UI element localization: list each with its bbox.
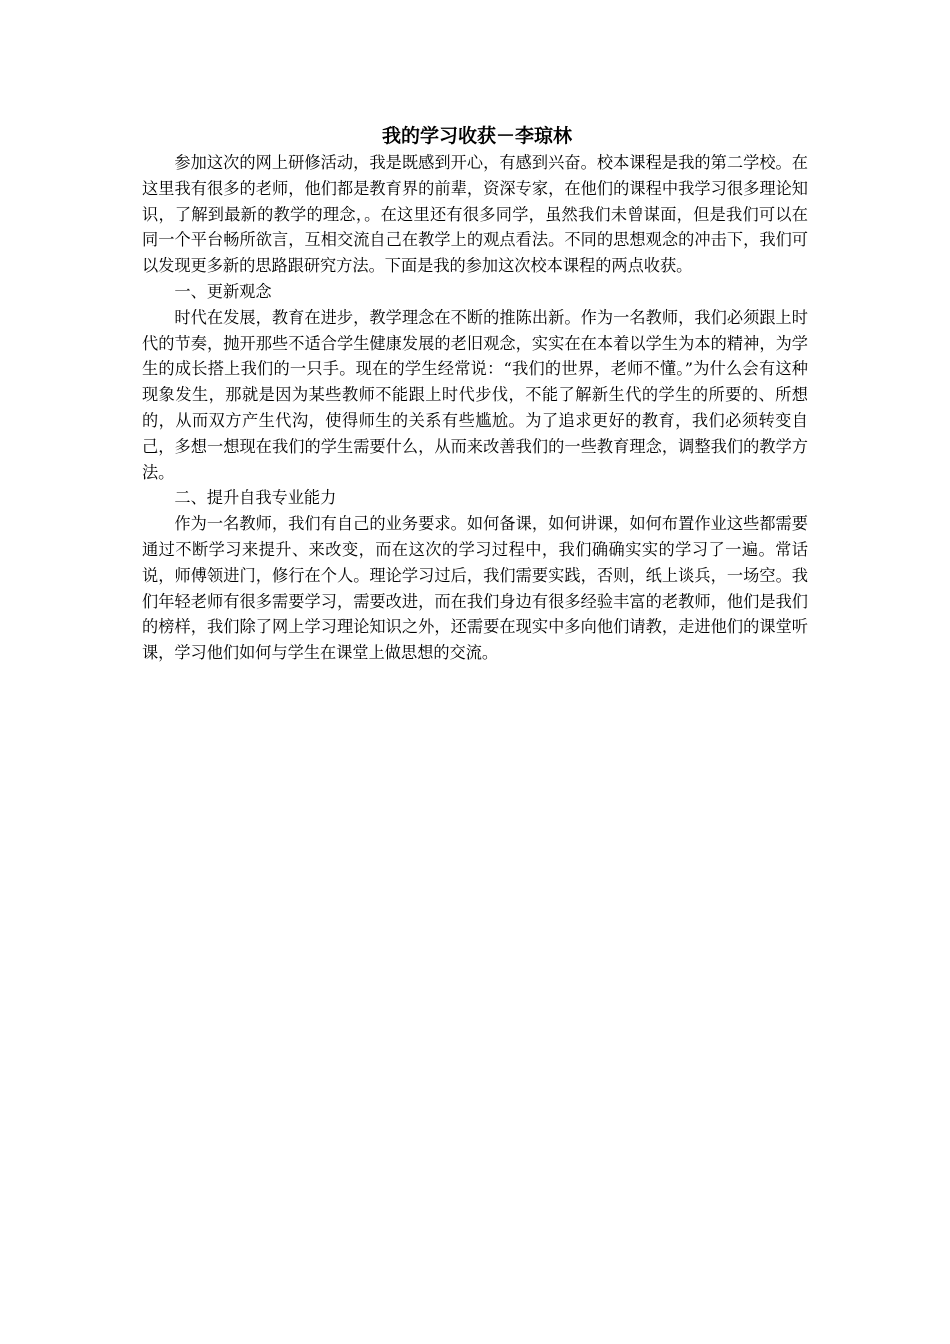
document-title: 我的学习收获－李琼林	[381, 125, 572, 147]
section-heading-professional-skills: 二、提升自我专业能力	[174, 488, 337, 508]
document-page	[142, 122, 808, 666]
section-heading-update-concepts: 一、更新观念	[174, 281, 272, 301]
section-body-professional-skills: 作为一名教师，我们有自己的业务要求。如何备课，如何讲课，如何布置作业这些都需要通过不断学习来提升、来改变，而在这次的学习过程中，我们确确实实的学习了一遍。常话说，师傅领进门，修行在个人。理论学习过后，我们需要实践，否则，纸上谈兵，一场空。我们年轻老师有很多需要学习，需要改进，而在我们身边有很多经验丰富的老教师，他们是我们的榜样，我们除了网上学习理论知识之外，还需要在现实中多向他们请教，走进他们的课堂听课，学习他们如何与学生在课堂上做思想的交流。	[142, 514, 808, 663]
section-body-update-concepts: 时代在发展，教育在进步，教学理念在不断的推陈出新。作为一名教师，我们必须跟上时代的节奏，抛开那些不适合学生健康发展的老旧观念，实实在在本着以学生为本的精神，为学生的成长搭上我们的一只手。现在的学生经常说：“我们的世界，老师不懂。”为什么会有这种现象发生，那就是因为某些教师不能跟上时代步伐，不能了解新生代的学生的所要的、所想的，从而双方产生代沟，使得师生的关系有些尴尬。为了追求更好的教育，我们必须转变自己，多想一想现在我们的学生需要什么，从而来改善我们的一些教育理念，调整我们的教学方法。	[142, 307, 808, 482]
intro-paragraph: 参加这次的网上研修活动，我是既感到开心，有感到兴奋。校本课程是我的第二学校。在这里我有很多的老师，他们都是教育界的前辈，资深专家，在他们的课程中我学习很多理论知识，了解到最新的教学的理念，。在这里还有很多同学，虽然我们未曾谋面，但是我们可以在同一个平台畅所欲言，互相交流自己在教学上的观点看法。不同的思想观念的冲击下，我们可以发现更多新的思路跟研究方法。下面是我的参加这次校本课程的两点收获。	[142, 153, 808, 276]
